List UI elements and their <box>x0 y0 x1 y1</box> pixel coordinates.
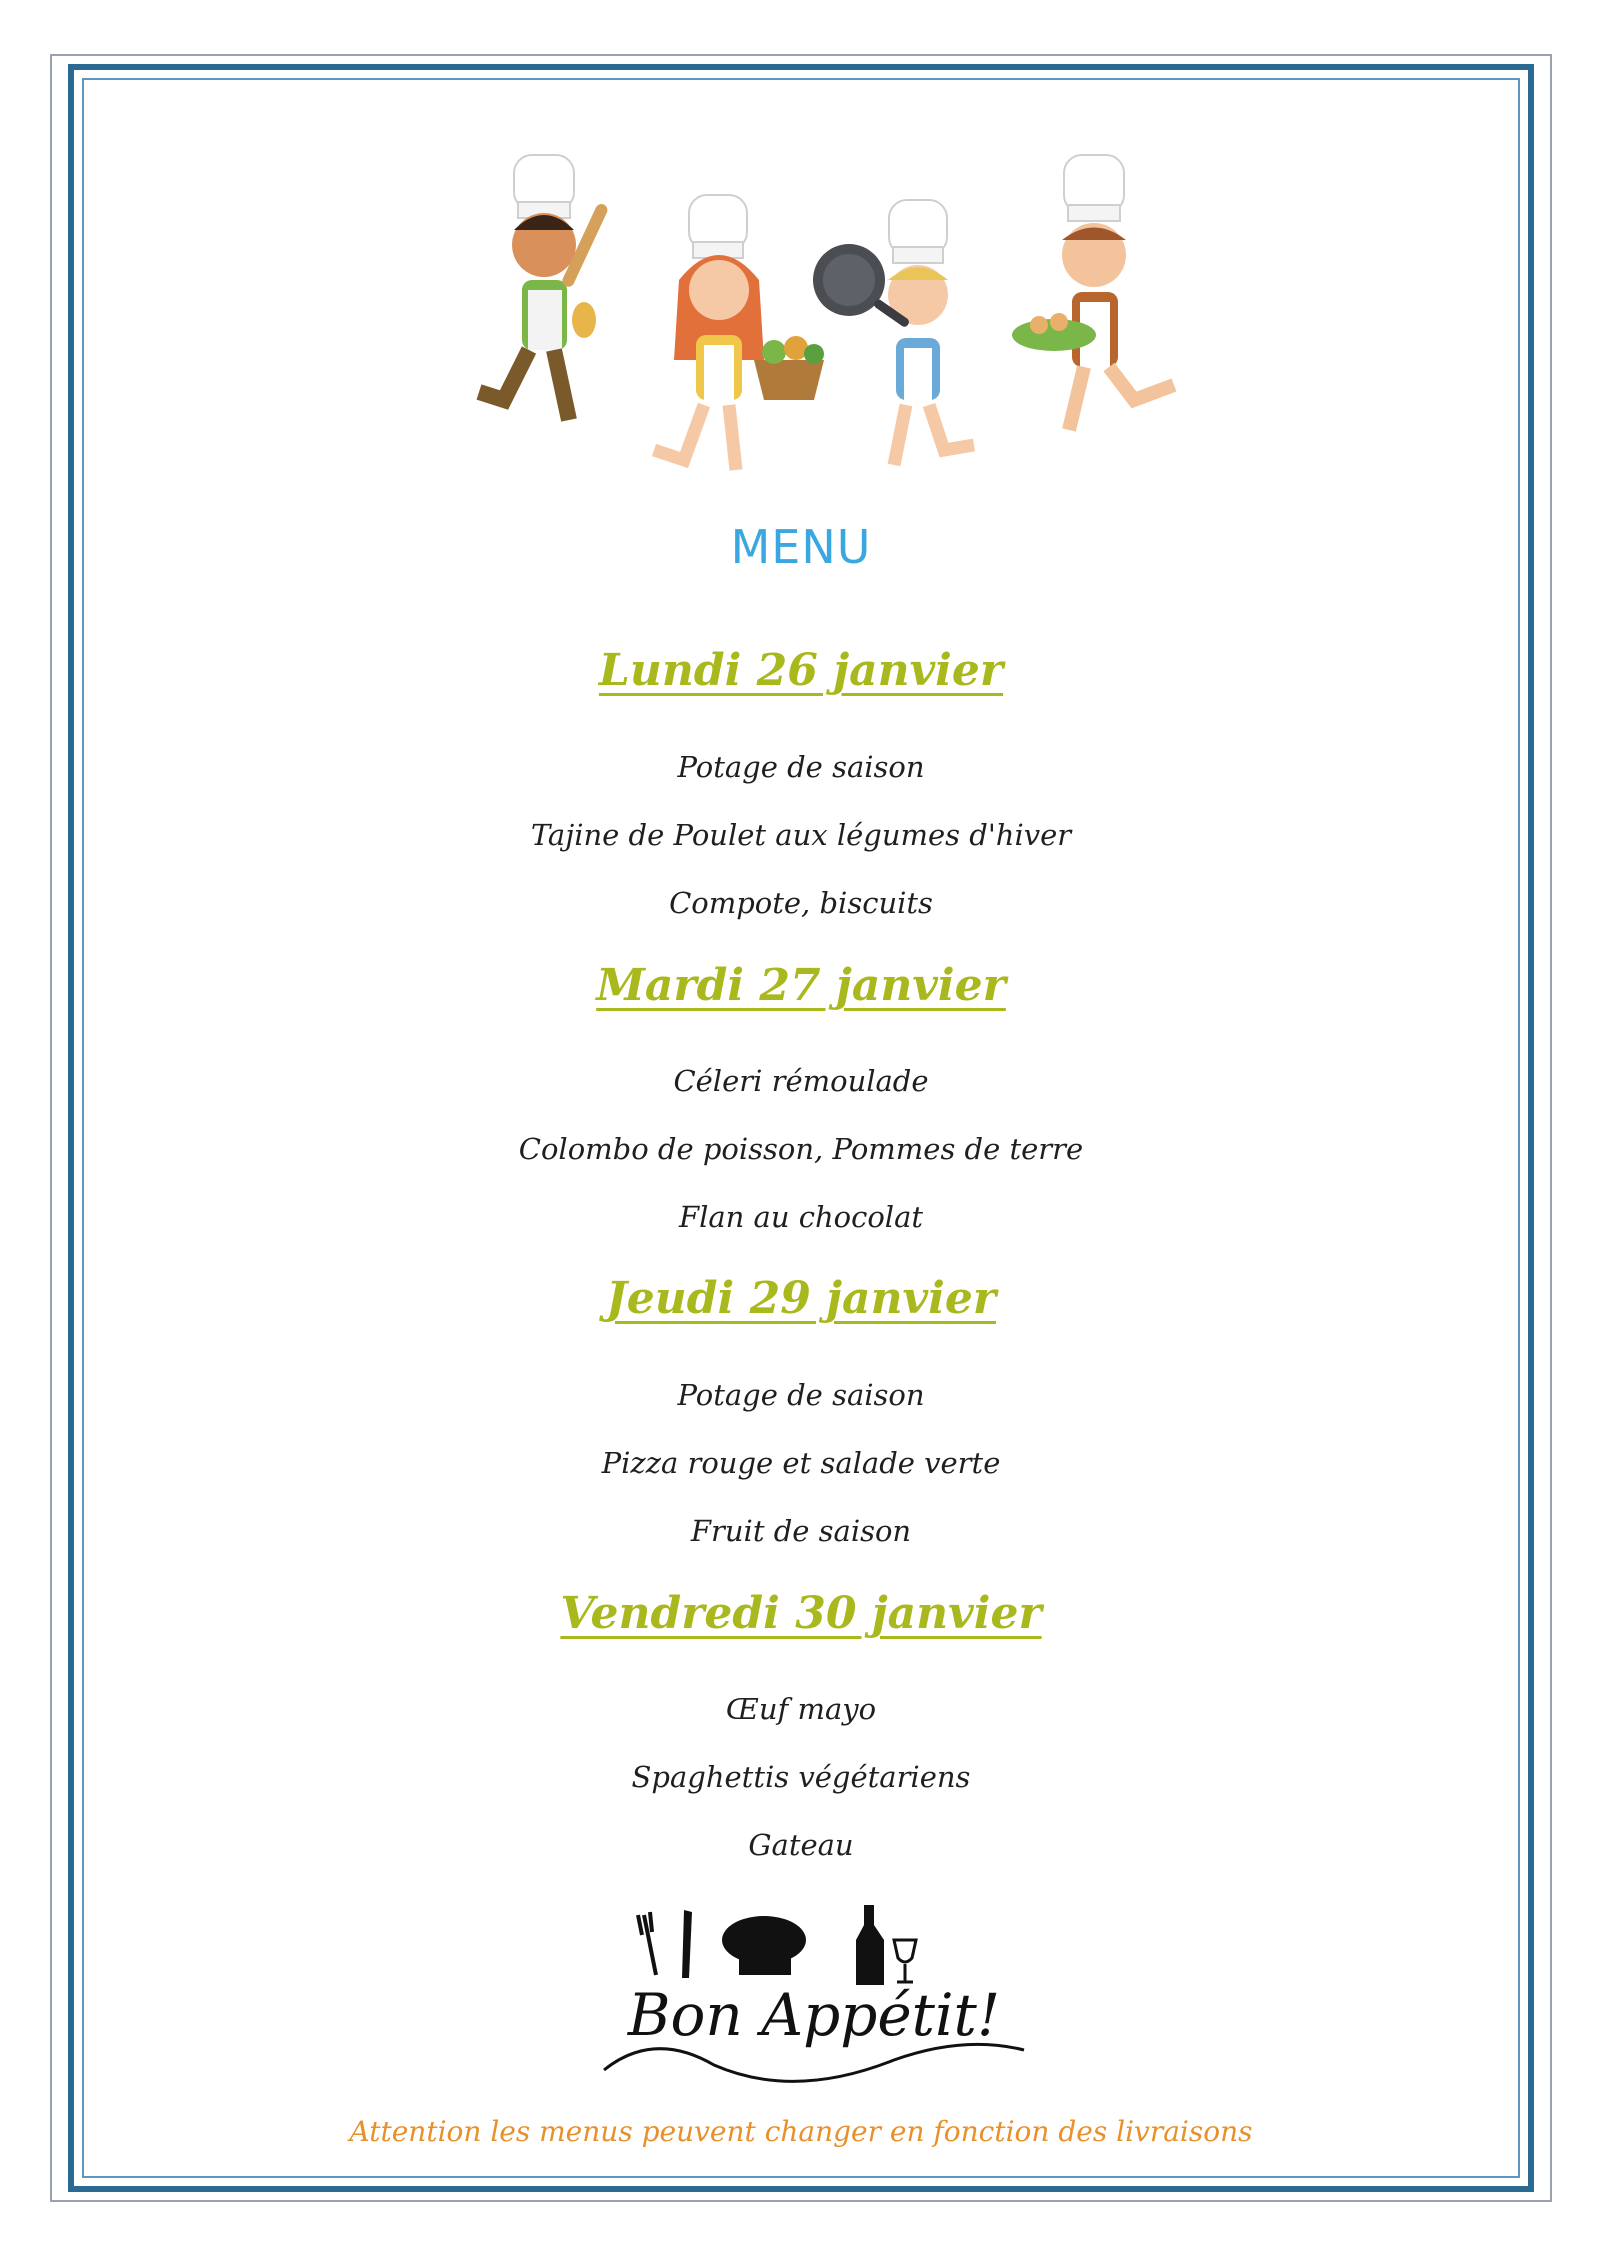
dish-item: Colombo de poisson, Pommes de terre <box>518 1132 1084 1166</box>
chef-boy-bowl <box>1012 155 1174 430</box>
chef-girl-basket <box>654 195 824 470</box>
dish-item: Tajine de Poulet aux légumes d'hiver <box>530 818 1072 852</box>
dish-item: Pizza rouge et salade verte <box>601 1446 1001 1480</box>
dish-item: Céleri rémoulade <box>673 1064 929 1098</box>
day-heading: Vendredi 30 janvier <box>560 1588 1042 1639</box>
dish-item: Flan au chocolat <box>678 1200 924 1234</box>
dish-item: Spaghettis végétariens <box>631 1760 971 1794</box>
menu-title: MENU <box>730 520 872 574</box>
chef-boy-rolling-pin <box>479 155 609 420</box>
logo-text: Bon Appétit! <box>627 1981 1001 2049</box>
dish-item: Compote, biscuits <box>669 886 933 920</box>
dish-item: Potage de saison <box>677 750 925 784</box>
knife-icon <box>682 1910 692 1978</box>
chef-hat-icon <box>722 1916 806 1975</box>
dish-item: Gateau <box>748 1828 854 1862</box>
fork-icon <box>638 1912 656 1975</box>
kids-chefs-illustration <box>474 130 1234 570</box>
day-heading: Jeudi 29 janvier <box>605 1273 997 1324</box>
chef-girl-pan <box>813 200 974 465</box>
day-heading: Mardi 27 janvier <box>596 960 1006 1011</box>
day-heading: Lundi 26 janvier <box>598 645 1004 696</box>
bon-appetit-logo <box>594 1900 1034 2100</box>
dish-item: Œuf mayo <box>725 1692 877 1726</box>
wine-glass-icon <box>894 1940 916 1982</box>
menu-page <box>84 80 1518 2176</box>
bottle-icon <box>856 1905 884 1985</box>
dish-item: Fruit de saison <box>690 1514 912 1548</box>
notice-text: Attention les menus peuvent changer en fonction des livraisons <box>349 2115 1253 2148</box>
logo-swash <box>604 2044 1024 2081</box>
dish-item: Potage de saison <box>677 1378 925 1412</box>
